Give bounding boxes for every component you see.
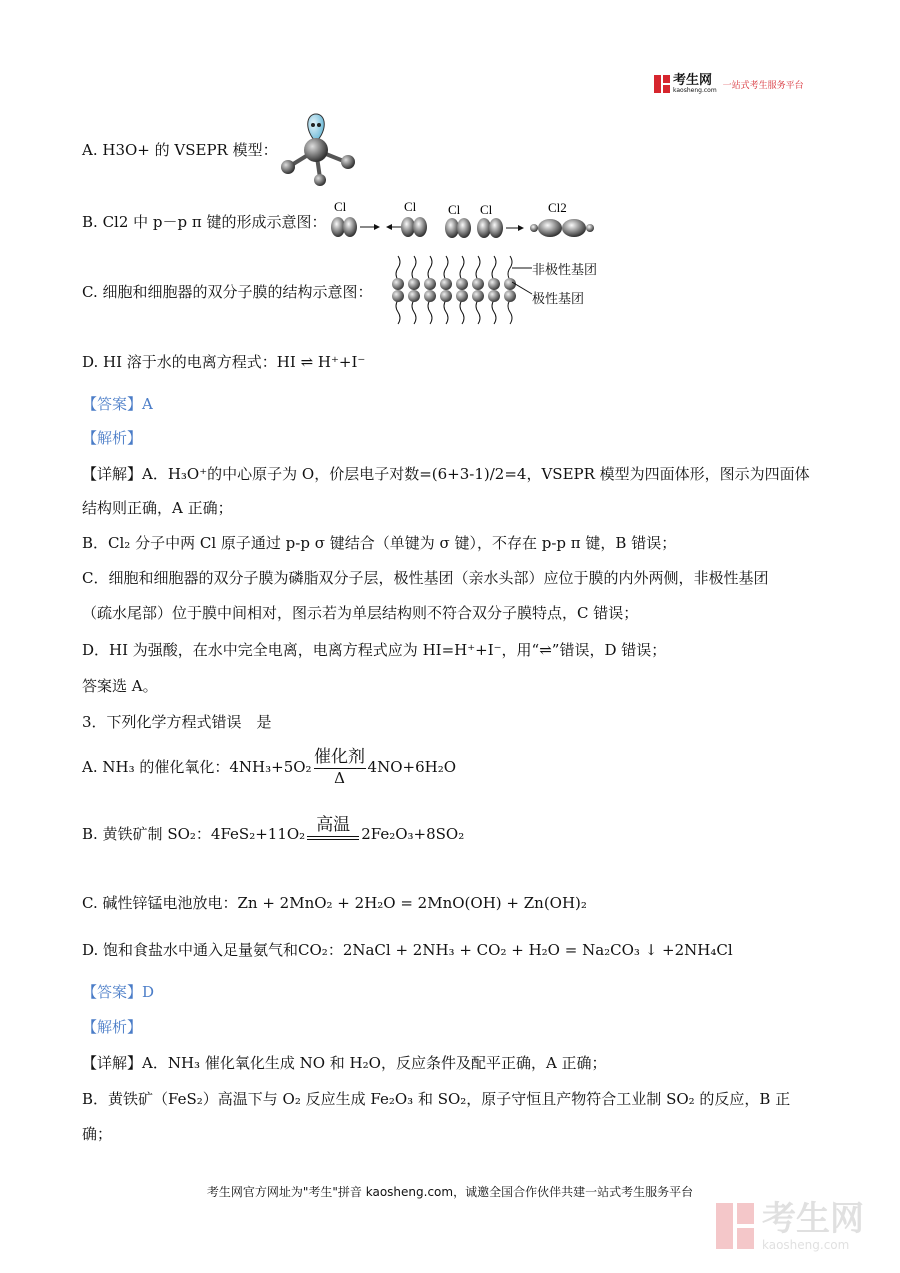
- cl2-label: Cl2: [548, 200, 567, 215]
- lipid-head: [424, 278, 436, 290]
- lipid-tail: [476, 300, 480, 324]
- header-logo: [654, 74, 804, 94]
- q2-detail-line: （疏水尾部）位于膜中间相对，图示若为单层结构则不符合双分子膜特点，C 错误；: [82, 604, 639, 622]
- q3-answer: 【答案】D: [82, 983, 155, 1001]
- q2-detail-line: 答案选 A。: [82, 677, 158, 695]
- logo-text: 考生网: [673, 73, 713, 88]
- q2-detail-line: C．细胞和细胞器的双分子膜为磷脂双分子层，极性基团（亲水头部）应位于膜的内外两侧，非极性基团: [82, 569, 769, 587]
- equation-right: 2Fe₂O₃+8SO₂: [361, 825, 465, 843]
- footer-watermark: [716, 1200, 864, 1252]
- option-text: 细胞和细胞器的双分子膜的结构示意图：: [102, 283, 373, 301]
- q3-option-a: [82, 746, 456, 787]
- kaosheng-logo-icon: [654, 75, 670, 93]
- lipid-head: [488, 290, 500, 302]
- lipid-head: [392, 278, 404, 290]
- q3-option-b: [82, 814, 464, 844]
- q2-option-d: [82, 352, 365, 372]
- equation-left: B. 黄铁矿制 SO₂：4FeS₂+11O₂: [82, 825, 306, 843]
- equation-right: 4NO+6H₂O: [367, 757, 457, 776]
- lipid-tail: [492, 300, 496, 324]
- lipid-tail: [476, 256, 480, 280]
- lipid-head: [472, 278, 484, 290]
- option-label: A.: [82, 141, 103, 159]
- lipid-tail: [428, 256, 432, 280]
- q3-analysis-heading: 【解析】: [82, 1018, 143, 1036]
- lipid-tail: [460, 256, 464, 280]
- lipid-tail: [460, 300, 464, 324]
- lipid-head: [472, 290, 484, 302]
- q2-detail-line: B．Cl₂ 分子中两 Cl 原子通过 p-p σ 键结合（单键为 σ 键），不存在 p-p π 键，B 错误；: [82, 534, 677, 552]
- reaction-condition: [307, 814, 359, 840]
- cl-label: Cl: [448, 202, 461, 217]
- q3-detail-line: B．黄铁矿（FeS₂）高温下与 O₂ 反应生成 Fe₂O₃ 和 SO₂，原子守恒且产物符合工业制 SO₂ 的反应，B 正: [82, 1090, 791, 1108]
- q3-detail-line: 确；: [82, 1125, 113, 1143]
- q3-detail-line: 【详解】A．NH₃ 催化氧化生成 NO 和 H₂O，反应条件及配平正确，A 正确；: [82, 1054, 607, 1072]
- q3-option-d: D. 饱和食盐水中通入足量氨气和CO₂：2NaCl + 2NH₃ + CO₂ + H₂O = Na₂CO₃ ↓ +2NH₄Cl: [82, 941, 733, 959]
- h3o-vsepr-model: [276, 108, 362, 188]
- label-leader-lines: [512, 262, 534, 298]
- condition-top: 催化剂: [314, 747, 366, 767]
- lipid-head: [456, 290, 468, 302]
- option-text: Cl2 中 p－p π 键的形成示意图：: [102, 213, 327, 231]
- reaction-condition: [314, 746, 366, 787]
- equation-left: A. NH₃ 的催化氧化：4NH₃+5O₂: [82, 757, 312, 776]
- option-text: H3O+ 的 VSEPR 模型：: [102, 141, 278, 159]
- option-label: B.: [82, 213, 103, 231]
- polar-group-label: 极性基团: [532, 292, 585, 307]
- lipid-tail: [396, 300, 400, 324]
- p-p-pi-bond-diagram: [328, 198, 632, 242]
- q2-detail-line: D．HI 为强酸，在水中完全电离，电离方程式应为 HI=H⁺+I⁻，用“⇌”错误，D 错误；: [82, 641, 667, 659]
- q2-option-c: [82, 282, 373, 302]
- lipid-head: [440, 278, 452, 290]
- header-slogan: 一站式考生服务平台: [722, 80, 804, 91]
- lipid-tail: [428, 300, 432, 324]
- lipid-head: [424, 290, 436, 302]
- lipid-tail: [444, 256, 448, 280]
- option-label: D.: [82, 353, 104, 371]
- q2-option-b: [82, 212, 327, 232]
- option-text: HI 溶于水的电离方程式：HI ⇌ H⁺+I⁻: [103, 353, 366, 371]
- q2-detail-line: 【详解】A．H₃O⁺的中心原子为 O，价层电子对数=(6+3-1)/2=4，VSEPR 模型为四面体形，图示为四面体: [82, 465, 810, 483]
- watermark-logo-icon: [716, 1203, 756, 1249]
- condition-bottom: Δ: [334, 769, 345, 787]
- q2-answer: 【答案】A: [82, 395, 153, 413]
- footer-text: 考生网官方网址为"考生"拼音 kaosheng.com，诚邀全国合作伙伴共建一站式考生服务平台: [206, 1185, 694, 1199]
- lipid-tail: [444, 300, 448, 324]
- lipid-head: [488, 278, 500, 290]
- nonpolar-group-label: 非极性基团: [532, 263, 598, 278]
- lipid-tail: [412, 256, 416, 280]
- lipid-tail: [396, 256, 400, 280]
- cl-label: Cl: [404, 199, 417, 214]
- cl-label: Cl: [334, 199, 347, 214]
- q3-stem: 3．下列化学方程式错误 是: [82, 713, 272, 731]
- lipid-head: [392, 290, 404, 302]
- lipid-tail: [492, 256, 496, 280]
- lipid-head: [408, 290, 420, 302]
- watermark-text: 考生网: [762, 1199, 864, 1239]
- bilayer-membrane-diagram: [386, 250, 526, 330]
- q2-analysis-heading: 【解析】: [82, 429, 143, 447]
- lipid-tail: [412, 300, 416, 324]
- condition-top: 高温: [316, 815, 351, 835]
- option-label: C.: [82, 283, 103, 301]
- lipid-head: [440, 290, 452, 302]
- lipid-tail: [508, 300, 512, 324]
- cl-label: Cl: [480, 202, 493, 217]
- q3-option-c: C. 碱性锌锰电池放电：Zn + 2MnO₂ + 2H₂O = 2MnO(OH) + Zn(OH)₂: [82, 894, 587, 912]
- lipid-head: [456, 278, 468, 290]
- logo-sub: kaosheng.com: [673, 87, 717, 94]
- lipid-head: [408, 278, 420, 290]
- q2-option-a: [82, 140, 278, 160]
- q2-detail-line: 结构则正确，A 正确；: [82, 499, 233, 517]
- watermark-sub: kaosheng.com: [762, 1238, 850, 1252]
